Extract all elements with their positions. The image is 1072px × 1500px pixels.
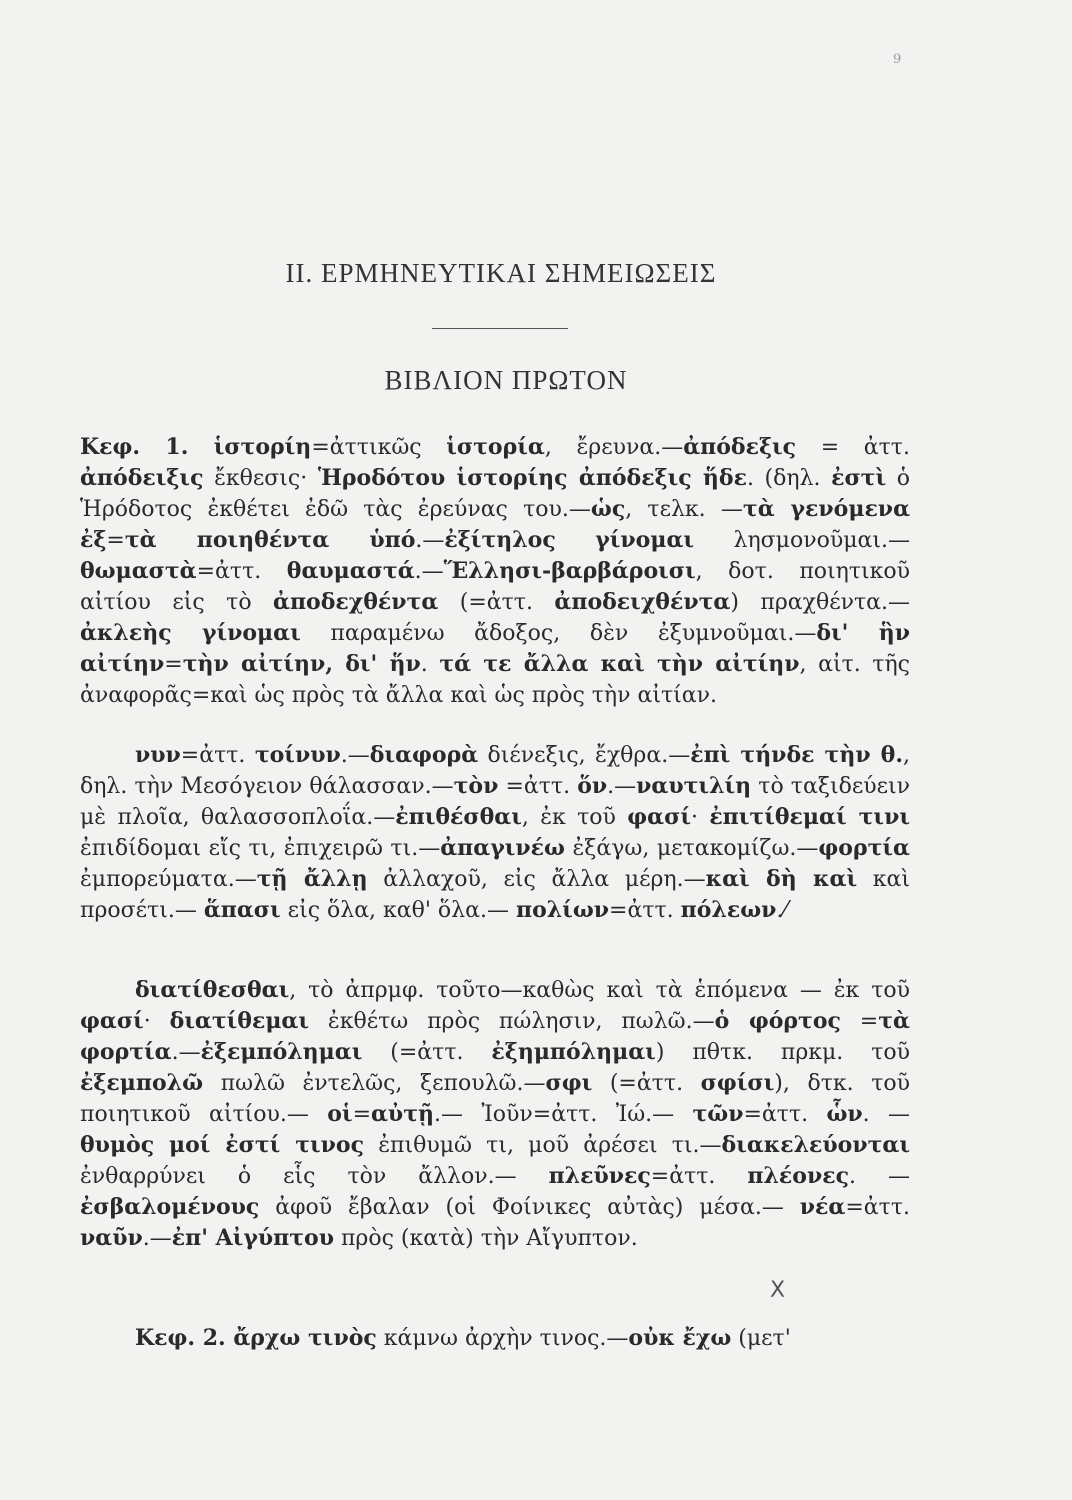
lemma-text: ἀποδειχθέντα <box>554 589 731 615</box>
lemma-text: ἐστὶ <box>831 465 887 491</box>
gloss-text: .— <box>171 1040 201 1065</box>
lemma-text: τῇ ἄλλῃ <box>256 866 368 892</box>
gloss-text: =ἀττ. <box>180 743 255 768</box>
gloss-text: .— <box>414 559 444 584</box>
lemma-text: ὁ φόρτος <box>714 1008 841 1034</box>
lemma-text: ἀπόδειξις <box>80 465 204 491</box>
lemma-text: φασί <box>627 804 691 830</box>
lemma-text: ὧν <box>826 1101 863 1127</box>
gloss-text: =ἀττ. <box>650 1164 748 1189</box>
gloss-text: =ἀττ. <box>498 774 578 799</box>
lemma-text: θαυμαστά <box>286 558 415 584</box>
gloss-text: = <box>164 652 183 677</box>
lemma-text: θωμαστὰ <box>80 558 197 584</box>
gloss-text: ἐπιδίδομαι εἴς τι, ἐπιχειρῶ τι.— <box>80 836 441 861</box>
lemma-text: τὰ φορτία <box>80 1008 910 1065</box>
paragraph-3 <box>80 975 910 1254</box>
gloss-text: , ἔρευνα.— <box>544 435 684 460</box>
gloss-text: = <box>106 528 125 553</box>
gloss-text: ἐκθέτω πρὸς πώλησιν, πωλῶ.— <box>309 1009 715 1034</box>
lemma-text: Ἡροδότου ἱστορίης ἀπόδεξις ἥδε <box>317 465 747 491</box>
gloss-text: ἐμπορεύματα.— <box>80 867 257 892</box>
lemma-text: διαφορὰ <box>369 742 479 768</box>
lemma-text: Κεφ. 2. <box>135 1325 234 1351</box>
lemma-text: δι' ἣν αἰτίην <box>80 620 910 677</box>
lemma-text: γίνομαι <box>595 527 695 553</box>
lemma-text: ἅπασι <box>203 897 281 923</box>
book-title: ΒΙΒΛΙΟΝ ΠΡΩΤΟΝ <box>384 365 628 395</box>
gloss-text: παραμένω ἄδοξος, δὲν ἐξυμνοῦμαι.— <box>300 621 817 646</box>
lemma-text: θυμὸς μοί ἐστί τινος <box>80 1132 364 1158</box>
gloss-text: ), δτκ. τοῦ ποιητικοῦ αἰτίου.— <box>80 1071 910 1127</box>
gloss-text: τὸ ταξιδεύειν μὲ πλοῖα, θαλασσοπλοΐα.— <box>80 774 910 830</box>
lemma-text: πλεῦνες <box>548 1163 651 1189</box>
lemma-text: ἱστορία <box>446 434 545 460</box>
lemma-text: ἀπαγινέω <box>440 835 565 861</box>
gloss-text: . (δηλ. <box>746 466 832 491</box>
lemma-text: πολίων <box>515 897 610 923</box>
lemma-text: Ἕλλησι-βαρβάροισι <box>443 558 696 584</box>
gloss-text: , τὸ ἀπρμφ. τοῦτο—καθὼς καὶ τὰ ἑπόμενα — ἐκ τοῦ <box>289 978 910 1003</box>
page-folio: 9 <box>893 52 902 67</box>
lemma-text: τοίνυν <box>254 742 341 768</box>
marginal-mark: Χ <box>770 1278 786 1303</box>
lemma-text: ἐπιθέσθαι <box>395 804 522 830</box>
gloss-text: (=ἀττ. <box>592 1071 701 1096</box>
lemma-text: φορτία <box>818 835 910 861</box>
gloss-text: .— <box>340 743 370 768</box>
lemma-text: αὐτῇ <box>371 1101 434 1127</box>
lemma-text: ἀκλεὴς γίνομαι <box>80 620 301 646</box>
gloss-text: . — <box>862 1102 910 1127</box>
gloss-text: ἔκθεσις· <box>203 466 318 491</box>
lemma-text: ὅν <box>577 773 608 799</box>
lemma-text: διατίθεσθαι <box>135 977 290 1003</box>
gloss-text: . — <box>849 1164 910 1189</box>
gloss-text: κάμνω ἀρχὴν τινος.— <box>376 1326 629 1351</box>
section-title: II. ΕΡΜΗΝΕΥΤΙΚΑΙ ΣΗΜΕΙΩΣΕΙΣ <box>285 258 717 288</box>
gloss-text: .— <box>142 1226 172 1251</box>
gloss-text: , τελκ. — <box>625 497 743 522</box>
gloss-text: καὶ προσέτι.— <box>80 867 911 923</box>
gloss-text: (μετ' <box>731 1326 791 1351</box>
gloss-text: , δοτ. ποιητικοῦ αἰτίου εἰς τὸ <box>80 559 911 615</box>
lemma-text: ἐπ' Αἰγύπτου <box>171 1225 334 1251</box>
lemma-text: διατίθεμαι <box>169 1008 310 1034</box>
lemma-text: νυν <box>135 742 181 768</box>
lemma-text: τὰ ποιηθέντα ὑπό <box>124 527 416 553</box>
lemma-text: ἐπιτίθεμαί τινι <box>709 804 910 830</box>
gloss-text: =ἀττ. <box>609 898 681 923</box>
lemma-text: τὴν αἰτίην, δι' ἥν <box>182 651 421 677</box>
gloss-text: , αἰτ. τῆς ἀναφορᾶς=καὶ ὡς πρὸς τὰ ἄλλα καὶ ὡς πρὸς τὴν αἰτίαν. <box>80 652 910 708</box>
gloss-text: =ἀττ. <box>743 1102 827 1127</box>
gloss-text: , ἐκ τοῦ <box>521 805 628 830</box>
lemma-text: καὶ δὴ καὶ <box>705 866 858 892</box>
gloss-text: ἐνθαρρύνει ὁ εἷς τὸν ἄλλον.— <box>80 1164 549 1189</box>
gloss-text: (=ἀττ. <box>438 590 555 615</box>
lemma-text: ναυτιλίη <box>636 773 752 799</box>
gloss-text: ὁ Ἡρόδοτος ἐκθέτει ἐδῶ τὰς ἐρεύνας του.— <box>80 466 910 522</box>
lemma-text: ἐξεμπόλημαι <box>200 1039 363 1065</box>
gloss-text: = ἀττ. <box>796 435 910 460</box>
gloss-text: διένεξις, ἔχθρα.— <box>478 743 691 768</box>
gloss-text: .— <box>415 528 445 553</box>
lemma-text: πλέονες <box>747 1163 850 1189</box>
lemma-text: τά τε ἄλλα καὶ τὴν αἰτίην <box>439 651 800 677</box>
gloss-text: , δηλ. τὴν Μεσόγειον θάλασσαν.— <box>80 743 911 799</box>
paragraph-2 <box>80 740 910 926</box>
lemma-text: τὰ γενόμενα ἐξ <box>80 496 911 553</box>
gloss-text: .⁄ <box>776 898 788 923</box>
gloss-text: λησμονοῦμαι.— <box>694 528 910 553</box>
gloss-text: ἐξάγω, μετακομίζω.— <box>564 836 819 861</box>
paragraph-4 <box>80 1323 910 1354</box>
gloss-text: .— <box>607 774 637 799</box>
lemma-text: ἱστορίη <box>213 434 312 460</box>
paragraph-1 <box>80 432 910 711</box>
lemma-text: φασί <box>80 1008 144 1034</box>
lemma-text: ὡς <box>590 496 626 522</box>
gloss-text: (=ἀττ. <box>362 1040 492 1065</box>
lemma-text: ἄρχω τινὸς <box>233 1325 377 1351</box>
lemma-text: σφι <box>545 1070 593 1096</box>
lemma-text: ἐξεμπολῶ <box>80 1070 204 1096</box>
gloss-text: ἐπιθυμῶ τι, μοῦ ἀρέσει τι.— <box>363 1133 722 1158</box>
gloss-text: ) πραχθέντα.— <box>730 590 910 615</box>
gloss-text: ) πθτκ. πρκμ. τοῦ <box>655 1040 911 1065</box>
gloss-text: = <box>352 1102 371 1127</box>
gloss-text <box>556 528 596 553</box>
lemma-text: ἀπόδεξις <box>683 434 797 460</box>
lemma-text: ναῦν <box>80 1225 143 1251</box>
gloss-text: =ἀττ. <box>845 1195 910 1220</box>
lemma-text: ἐξημπόλημαι <box>491 1039 656 1065</box>
gloss-text: πρὸς (κατὰ) τὴν Αἴγυπτον. <box>333 1226 638 1251</box>
lemma-text: οὐκ ἔχω <box>628 1325 732 1351</box>
gloss-text: =ἀττ. <box>196 559 287 584</box>
lemma-text: ἐσβαλομένους <box>80 1194 260 1220</box>
gloss-text: ἀφοῦ ἔβαλαν (οἱ Φοίνικες αὐτὰς) μέσα.— <box>259 1195 800 1220</box>
lemma-text: τὸν <box>453 773 499 799</box>
gloss-text: εἰς ὅλα, καθ' ὅλα.— <box>280 898 516 923</box>
lemma-text: τῶν <box>692 1101 744 1127</box>
gloss-text: πωλῶ ἐντελῶς, ξεπουλῶ.— <box>203 1071 546 1096</box>
gloss-text: . <box>420 652 440 677</box>
lemma-text: Κεφ. 1. <box>80 434 214 460</box>
lemma-text: νέα <box>799 1194 846 1220</box>
lemma-text: πόλεων <box>680 897 777 923</box>
lemma-text: διακελεύονται <box>721 1132 910 1158</box>
lemma-text: ἐξίτηλος <box>444 527 556 553</box>
gloss-text: · <box>690 805 710 830</box>
gloss-text: = <box>840 1009 879 1034</box>
lemma-text: οἱ <box>327 1101 353 1127</box>
lemma-text: ἐπὶ τήνδε τὴν θ. <box>690 742 904 768</box>
lemma-text: σφίσι <box>700 1070 775 1096</box>
gloss-text: ἀλλαχοῦ, εἰς ἄλλα μέρη.— <box>367 867 706 892</box>
gloss-text: · <box>143 1009 170 1034</box>
gloss-text: =ἀττικῶς <box>311 435 447 460</box>
title-divider <box>432 328 568 329</box>
lemma-text: ἀποδεχθέντα <box>273 589 439 615</box>
gloss-text: .— Ἰοῦν=ἀττ. Ἰώ.— <box>434 1102 693 1127</box>
